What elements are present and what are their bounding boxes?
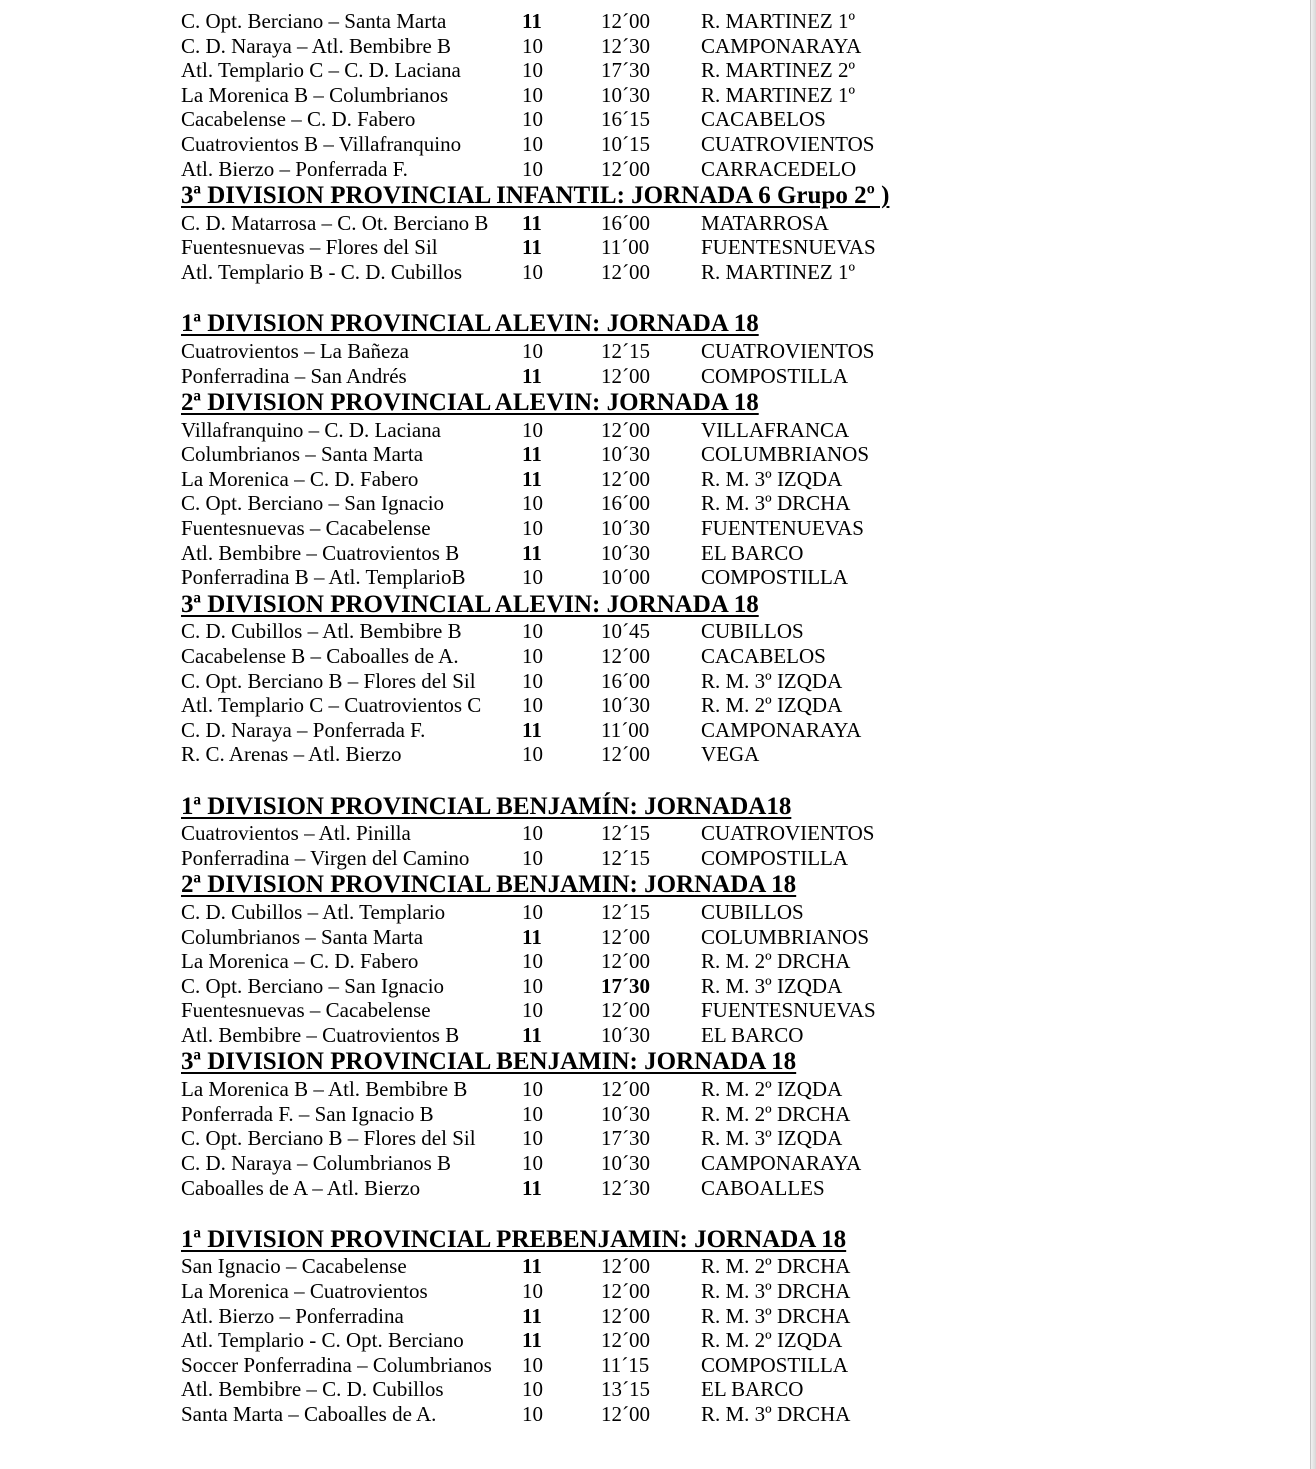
match-day: 10: [522, 974, 543, 998]
match-name: C. D. Naraya – Atl. Bembibre B: [181, 34, 452, 58]
match-day: 10: [522, 132, 543, 156]
match-day: 10: [522, 157, 543, 181]
kickoff-time: 17´30: [601, 1126, 650, 1150]
match-name: C. Opt. Berciano – Santa Marta: [181, 9, 447, 33]
match-name: Columbrianos – Santa Marta: [181, 442, 424, 466]
kickoff-time: 10´30: [601, 516, 650, 540]
match-day: 11: [522, 1023, 542, 1047]
match-name: Cuatrovientos B – Villafranquino: [181, 132, 462, 156]
match-name: Cuatrovientos – Atl. Pinilla: [181, 821, 411, 845]
match-name: Atl. Templario C – Cuatrovientos C: [181, 693, 482, 717]
match-name: Ponferradina B – Atl. TemplarioB: [181, 565, 466, 589]
venue-name: VILLAFRANCA: [701, 418, 850, 442]
match-day: 11: [522, 211, 542, 235]
match-day: 10: [522, 846, 543, 870]
section-heading: 1ª DIVISION PROVINCIAL ALEVIN: JORNADA 18: [181, 310, 759, 337]
kickoff-time: 12´00: [601, 467, 650, 491]
match-day: 10: [522, 83, 543, 107]
fixture-row: [181, 821, 1281, 845]
fixture-row: [181, 107, 1281, 131]
fixture-row: [181, 949, 1281, 973]
venue-name: CUATROVIENTOS: [701, 132, 875, 156]
kickoff-time: 12´15: [601, 846, 650, 870]
match-name: Ponferradina – Virgen del Camino: [181, 846, 470, 870]
match-name: San Ignacio – Cacabelense: [181, 1254, 407, 1278]
match-day: 11: [522, 1254, 542, 1278]
fixture-row: [181, 1176, 1281, 1200]
section-heading: 1ª DIVISION PROVINCIAL PREBENJAMIN: JORNADA 18: [181, 1226, 847, 1253]
match-day: 10: [522, 1077, 543, 1101]
match-name: C. D. Naraya – Columbrianos B: [181, 1151, 452, 1175]
match-name: C. Opt. Berciano – San Ignacio: [181, 974, 445, 998]
kickoff-time: 10´00: [601, 565, 650, 589]
match-name: Fuentesnuevas – Cacabelense: [181, 516, 431, 540]
venue-name: CAMPONARAYA: [701, 34, 862, 58]
page-edge: [1310, 0, 1316, 1469]
kickoff-time: 10´30: [601, 83, 650, 107]
venue-name: R. M. 2º DRCHA: [701, 1254, 851, 1278]
venue-name: EL BARCO: [701, 1377, 804, 1401]
match-name: Atl. Bierzo – Ponferradina: [181, 1304, 404, 1328]
match-day: 11: [522, 364, 542, 388]
match-name: Atl. Bembibre – C. D. Cubillos: [181, 1377, 444, 1401]
kickoff-time: 12´00: [601, 260, 650, 284]
match-day: 10: [522, 693, 543, 717]
match-day: 10: [522, 491, 543, 515]
kickoff-time: 12´00: [601, 1279, 650, 1303]
fixture-row: [181, 846, 1281, 870]
fixture-row: [181, 1077, 1281, 1101]
kickoff-time: 12´00: [601, 644, 650, 668]
fixture-row: [181, 644, 1281, 668]
venue-name: R. M. 3º IZQDA: [701, 467, 843, 491]
match-day: 10: [522, 998, 543, 1022]
match-name: Ponferradina – San Andrés: [181, 364, 407, 388]
fixture-row: [181, 418, 1281, 442]
fixture-row: [181, 974, 1281, 998]
kickoff-time: 10´15: [601, 132, 650, 156]
fixture-row: [181, 260, 1281, 284]
match-day: 11: [522, 718, 542, 742]
fixture-row: [181, 541, 1281, 565]
match-name: C. Opt. Berciano B – Flores del Sil: [181, 1126, 476, 1150]
venue-name: R. M. 3º DRCHA: [701, 1304, 851, 1328]
venue-name: R. M. 3º IZQDA: [701, 669, 843, 693]
match-day: 11: [522, 467, 542, 491]
match-day: 11: [522, 9, 542, 33]
fixture-row: [181, 619, 1281, 643]
fixture-row: [181, 364, 1281, 388]
venue-name: R. MARTINEZ 1º: [701, 260, 855, 284]
match-name: Cuatrovientos – La Bañeza: [181, 339, 410, 363]
fixture-row: [181, 1126, 1281, 1150]
kickoff-time: 12´15: [601, 900, 650, 924]
kickoff-time: 13´15: [601, 1377, 650, 1401]
kickoff-time: 12´00: [601, 364, 650, 388]
section-heading: 2ª DIVISION PROVINCIAL ALEVIN: JORNADA 18: [181, 389, 759, 416]
match-day: 10: [522, 1353, 543, 1377]
section-heading: 3ª DIVISION PROVINCIAL INFANTIL: JORNADA 6 Grupo 2º ): [181, 182, 890, 209]
kickoff-time: 11´15: [601, 1353, 650, 1377]
match-day: 10: [522, 1126, 543, 1150]
match-day: 11: [522, 541, 542, 565]
venue-name: CUBILLOS: [701, 900, 804, 924]
venue-name: R. M. 2º IZQDA: [701, 1328, 843, 1352]
venue-name: R. MARTINEZ 2º: [701, 58, 855, 82]
fixture-row: [181, 742, 1281, 766]
venue-name: COMPOSTILLA: [701, 1353, 849, 1377]
match-name: Atl. Templario C – C. D. Laciana: [181, 58, 461, 82]
kickoff-time: 12´00: [601, 949, 650, 973]
fixture-row: [181, 565, 1281, 589]
venue-name: R. MARTINEZ 1º: [701, 83, 855, 107]
fixture-row: [181, 1377, 1281, 1401]
kickoff-time: 10´30: [601, 1151, 650, 1175]
section-heading: 2ª DIVISION PROVINCIAL BENJAMIN: JORNADA 18: [181, 871, 797, 898]
match-day: 10: [522, 1279, 543, 1303]
match-day: 10: [522, 742, 543, 766]
fixture-row: [181, 235, 1281, 259]
venue-name: CABOALLES: [701, 1176, 825, 1200]
fixture-row: [181, 83, 1281, 107]
match-name: La Morenica – Cuatrovientos: [181, 1279, 428, 1303]
fixture-row: [181, 1353, 1281, 1377]
match-day: 10: [522, 107, 543, 131]
venue-name: CACABELOS: [701, 644, 826, 668]
venue-name: MATARROSA: [701, 211, 829, 235]
venue-name: FUENTESNUEVAS: [701, 235, 876, 259]
kickoff-time: 10´30: [601, 693, 650, 717]
fixture-row: [181, 925, 1281, 949]
venue-name: R. M. 2º IZQDA: [701, 693, 843, 717]
venue-name: FUENTESNUEVAS: [701, 998, 876, 1022]
match-name: Fuentesnuevas – Cacabelense: [181, 998, 431, 1022]
fixture-row: [181, 9, 1281, 33]
match-name: Villafranquino – C. D. Laciana: [181, 418, 441, 442]
venue-name: R. M. 3º DRCHA: [701, 491, 851, 515]
match-name: Atl. Templario B - C. D. Cubillos: [181, 260, 463, 284]
kickoff-time: 12´30: [601, 1176, 650, 1200]
kickoff-time: 12´00: [601, 9, 650, 33]
match-name: Fuentesnuevas – Flores del Sil: [181, 235, 438, 259]
match-day: 10: [522, 339, 543, 363]
match-day: 10: [522, 669, 543, 693]
match-day: 11: [522, 442, 542, 466]
kickoff-time: 10´30: [601, 1023, 650, 1047]
match-name: C. Opt. Berciano – San Ignacio: [181, 491, 445, 515]
venue-name: R. M. 3º IZQDA: [701, 974, 843, 998]
fixture-row: [181, 718, 1281, 742]
match-day: 10: [522, 418, 543, 442]
match-name: Atl. Bierzo – Ponferrada F.: [181, 157, 408, 181]
fixture-row: [181, 491, 1281, 515]
kickoff-time: 12´00: [601, 1304, 650, 1328]
match-name: Ponferrada F. – San Ignacio B: [181, 1102, 434, 1126]
kickoff-time: 12´00: [601, 1254, 650, 1278]
match-name: C. D. Naraya – Ponferrada F.: [181, 718, 426, 742]
kickoff-time: 10´30: [601, 442, 650, 466]
kickoff-time: 10´30: [601, 1102, 650, 1126]
venue-name: CAMPONARAYA: [701, 1151, 862, 1175]
fixture-row: [181, 211, 1281, 235]
kickoff-time: 12´00: [601, 1328, 650, 1352]
kickoff-time: 11´00: [601, 235, 650, 259]
match-name: C. D. Cubillos – Atl. Bembibre B: [181, 619, 462, 643]
kickoff-time: 16´00: [601, 491, 650, 515]
venue-name: R. M. 2º DRCHA: [701, 1102, 851, 1126]
match-day: 10: [522, 644, 543, 668]
venue-name: CARRACEDELO: [701, 157, 857, 181]
kickoff-time: 12´00: [601, 742, 650, 766]
fixture-row: [181, 1402, 1281, 1426]
section-heading: 3ª DIVISION PROVINCIAL ALEVIN: JORNADA 18: [181, 591, 759, 618]
match-day: 10: [522, 34, 543, 58]
match-day: 10: [522, 619, 543, 643]
match-day: 10: [522, 949, 543, 973]
match-day: 10: [522, 260, 543, 284]
fixture-row: [181, 693, 1281, 717]
fixture-row: [181, 516, 1281, 540]
venue-name: R. M. 3º DRCHA: [701, 1402, 851, 1426]
match-day: 10: [522, 565, 543, 589]
match-name: R. C. Arenas – Atl. Bierzo: [181, 742, 402, 766]
section-heading: 3ª DIVISION PROVINCIAL BENJAMIN: JORNADA 18: [181, 1048, 797, 1075]
kickoff-time: 17´30: [601, 58, 650, 82]
kickoff-time: 12´00: [601, 1077, 650, 1101]
venue-name: CACABELOS: [701, 107, 826, 131]
match-name: Atl. Bembibre – Cuatrovientos B: [181, 1023, 460, 1047]
fixture-row: [181, 339, 1281, 363]
match-name: C. D. Cubillos – Atl. Templario: [181, 900, 446, 924]
match-name: La Morenica B – Columbrianos: [181, 83, 449, 107]
fixture-row: [181, 58, 1281, 82]
kickoff-time: 10´45: [601, 619, 650, 643]
kickoff-time: 10´30: [601, 541, 650, 565]
venue-name: CUATROVIENTOS: [701, 339, 875, 363]
fixture-row: [181, 669, 1281, 693]
kickoff-time: 11´00: [601, 718, 650, 742]
venue-name: COMPOSTILLA: [701, 565, 849, 589]
match-name: Cacabelense – C. D. Fabero: [181, 107, 416, 131]
venue-name: COLUMBRIANOS: [701, 925, 870, 949]
match-name: Cacabelense B – Caboalles de A.: [181, 644, 459, 668]
venue-name: R. M. 2º DRCHA: [701, 949, 851, 973]
venue-name: CUATROVIENTOS: [701, 821, 875, 845]
match-name: C. Opt. Berciano B – Flores del Sil: [181, 669, 476, 693]
match-name: La Morenica – C. D. Fabero: [181, 467, 419, 491]
kickoff-time: 12´00: [601, 998, 650, 1022]
match-name: La Morenica – C. D. Fabero: [181, 949, 419, 973]
match-day: 11: [522, 1328, 542, 1352]
venue-name: COMPOSTILLA: [701, 364, 849, 388]
fixture-row: [181, 900, 1281, 924]
kickoff-time: 16´00: [601, 669, 650, 693]
match-name: La Morenica B – Atl. Bembibre B: [181, 1077, 468, 1101]
fixture-row: [181, 1328, 1281, 1352]
match-day: 10: [522, 1102, 543, 1126]
venue-name: EL BARCO: [701, 541, 804, 565]
match-day: 11: [522, 235, 542, 259]
fixture-row: [181, 998, 1281, 1022]
match-name: Caboalles de A – Atl. Bierzo: [181, 1176, 421, 1200]
section-heading: 1ª DIVISION PROVINCIAL BENJAMÍN: JORNADA18: [181, 793, 792, 820]
fixture-row: [181, 1254, 1281, 1278]
match-day: 10: [522, 1151, 543, 1175]
match-day: 10: [522, 1377, 543, 1401]
kickoff-time: 12´00: [601, 925, 650, 949]
match-day: 11: [522, 1176, 542, 1200]
fixture-row: [181, 1151, 1281, 1175]
venue-name: CUBILLOS: [701, 619, 804, 643]
match-name: Soccer Ponferradina – Columbrianos: [181, 1353, 492, 1377]
match-day: 10: [522, 516, 543, 540]
kickoff-time: 12´00: [601, 418, 650, 442]
fixture-row: [181, 1102, 1281, 1126]
venue-name: COMPOSTILLA: [701, 846, 849, 870]
fixture-row: [181, 132, 1281, 156]
fixture-row: [181, 34, 1281, 58]
match-day: 11: [522, 925, 542, 949]
venue-name: R. M. 2º IZQDA: [701, 1077, 843, 1101]
kickoff-time: 16´15: [601, 107, 650, 131]
kickoff-time: 17´30: [601, 974, 650, 998]
match-name: C. D. Matarrosa – C. Ot. Berciano B: [181, 211, 489, 235]
kickoff-time: 12´15: [601, 339, 650, 363]
match-day: 10: [522, 900, 543, 924]
match-name: Atl. Bembibre – Cuatrovientos B: [181, 541, 460, 565]
venue-name: R. M. 3º DRCHA: [701, 1279, 851, 1303]
venue-name: COLUMBRIANOS: [701, 442, 870, 466]
match-day: 10: [522, 1402, 543, 1426]
kickoff-time: 12´00: [601, 1402, 650, 1426]
kickoff-time: 12´30: [601, 34, 650, 58]
match-day: 11: [522, 1304, 542, 1328]
fixture-row: [181, 1304, 1281, 1328]
match-name: Santa Marta – Caboalles de A.: [181, 1402, 437, 1426]
venue-name: VEGA: [701, 742, 760, 766]
match-name: Atl. Templario - C. Opt. Berciano: [181, 1328, 464, 1352]
fixture-row: [181, 157, 1281, 181]
match-name: Columbrianos – Santa Marta: [181, 925, 424, 949]
fixture-row: [181, 467, 1281, 491]
kickoff-time: 16´00: [601, 211, 650, 235]
venue-name: FUENTENUEVAS: [701, 516, 864, 540]
venue-name: EL BARCO: [701, 1023, 804, 1047]
match-day: 10: [522, 58, 543, 82]
kickoff-time: 12´00: [601, 157, 650, 181]
fixture-row: [181, 1023, 1281, 1047]
venue-name: R. M. 3º IZQDA: [701, 1126, 843, 1150]
fixture-row: [181, 1279, 1281, 1303]
venue-name: CAMPONARAYA: [701, 718, 862, 742]
venue-name: R. MARTINEZ 1º: [701, 9, 855, 33]
fixture-row: [181, 442, 1281, 466]
match-day: 10: [522, 821, 543, 845]
kickoff-time: 12´15: [601, 821, 650, 845]
